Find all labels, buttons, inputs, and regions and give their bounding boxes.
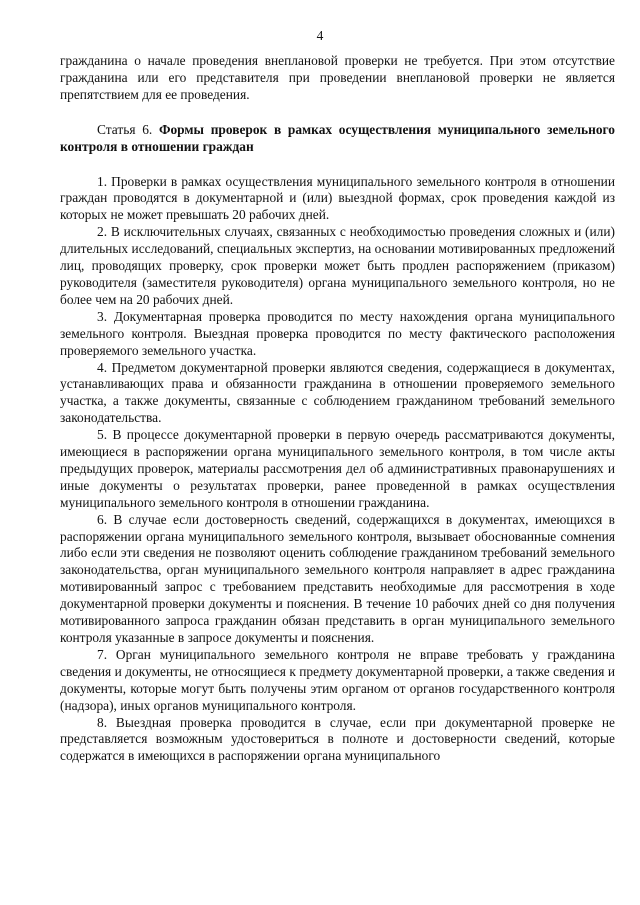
article-title: Формы проверок в рамках осуществления муниципального земельного контроля в отношении граждан [60,121,615,154]
page-number: 4 [316,28,324,43]
paragraph-7: 7. Орган муниципального земельного контроля не вправе требовать у гражданина сведения и документы, не относящиеся к предмету документарной проверки, а также сведения и документы, которые могут быть получены этим органом от органов государственного контроля (надзора), иных органов муниципального контроля. [60,646,615,713]
spacer [60,156,615,174]
paragraph-4: 4. Предметом документарной проверки являются сведения, содержащиеся в документах, устанавливающих права и обязанности гражданина в отношении проверяемого земельного участка, а также документы, связанные с соблюдением гражданином требований земельного законодательства. [60,359,615,426]
spacer [60,104,615,122]
paragraph-5: 5. В процессе документарной проверки в первую очередь рассматриваются документы, имеющиеся в распоряжении органа муниципального земельного контроля, в том числе акты предыдущих проверок, материалы рассмотрения дел об административных правонарушениях и иные документы о результатах проверки, ранее проведенной в рамках осуществления муниципального земельного контроля в отношении гражданина. [60,427,615,510]
paragraph-2: 2. В исключительных случаях, связанных с необходимостью проведения сложных и (или) длительных исследований, специальных экспертиз, на основании мотивированных предложений лиц, проводящих проверку, срок проверки может быть продлен распоряжением (приказом) руководителя (заместителя руководителя) органа муниципального земельного контроля, но не более чем на 20 рабочих дней. [60,224,615,307]
paragraph-3: 3. Документарная проверка проводится по месту нахождения органа муниципального земельного контроля. Выездная проверка проводится по месту фактического расположения проверяемого земельного участка. [60,308,615,358]
article-prefix: Статья 6. [97,121,153,137]
document-body [60,53,615,765]
paragraph-6: 6. В случае если достоверность сведений, содержащихся в документах, имеющихся в распоряжении органа муниципального земельного контроля, вызывает обоснованные сомнения либо если эти сведения не позволяют оценить соблюдение гражданином требований земельного законодательства, орган муниципального земельного контроля направляет в адрес гражданина мотивированный запрос с требованием представить необходимые для рассмотрения в ходе документарной проверки документы и пояснения. В течение 10 рабочих дней со дня получения мотивированного запроса гражданин обязан представить в орган муниципального земельного контроля указанные в запросе документы и пояснения. [60,511,615,645]
article-heading [60,122,615,156]
intro-paragraph: гражданина о начале проведения внеплановой проверки не требуется. При этом отсутствие гражданина или его представителя при проведении внеплановой проверки не является препятствием для ее проведения. [60,53,615,102]
paragraph-1: 1. Проверки в рамках осуществления муниципального земельного контроля в отношении граждан проводятся в документарной и (или) выездной формах, срок проведения каждой из которых не может превышать 20 рабочих дней. [60,173,615,223]
paragraph-8: 8. Выездная проверка проводится в случае, если при документарной проверке не представляется возможным удостовериться в полноте и достоверности сведений, которые содержатся в имеющихся в распоряжении органа муниципального [60,714,615,764]
